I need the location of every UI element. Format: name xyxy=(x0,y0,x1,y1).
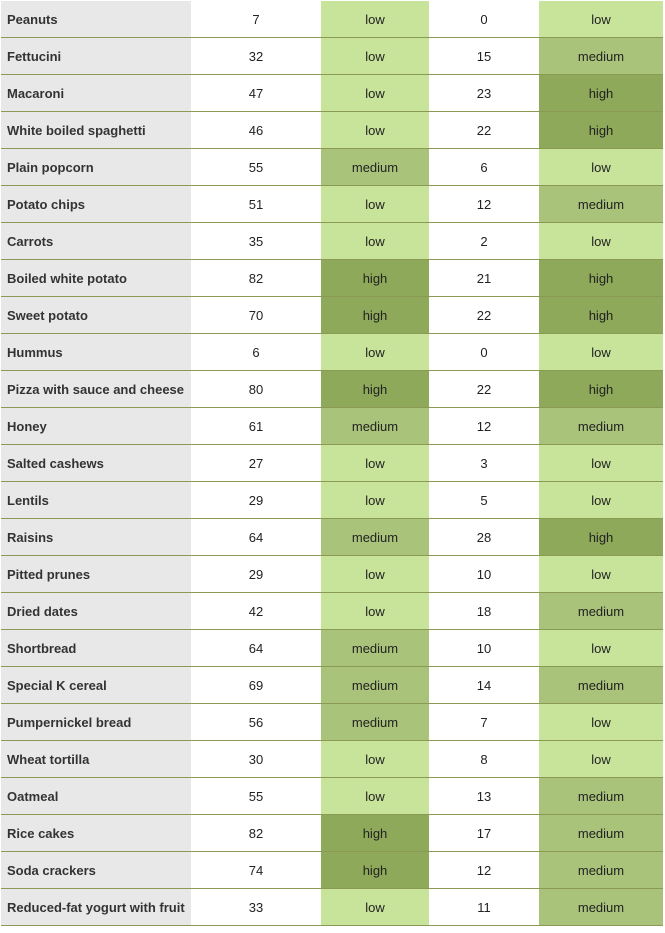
glycemic-index-cell: 27 xyxy=(191,445,321,482)
food-name-cell: Pizza with sauce and cheese xyxy=(1,371,191,408)
glycemic-index-cell: 7 xyxy=(191,1,321,38)
glycemic-load-level-cell: medium xyxy=(539,852,663,889)
glycemic-load-level-cell: low xyxy=(539,445,663,482)
glycemic-load-level-cell: low xyxy=(539,741,663,778)
glycemic-load-cell: 18 xyxy=(429,593,539,630)
food-name-cell: Rice cakes xyxy=(1,815,191,852)
glycemic-index-level-cell: high xyxy=(321,371,429,408)
glycemic-index-level-cell: low xyxy=(321,482,429,519)
table-row xyxy=(1,482,663,519)
glycemic-index-cell: 56 xyxy=(191,704,321,741)
food-name-cell: Honey xyxy=(1,408,191,445)
glycemic-index-cell: 70 xyxy=(191,297,321,334)
glycemic-index-cell: 6 xyxy=(191,334,321,371)
glycemic-index-level-cell: high xyxy=(321,852,429,889)
glycemic-index-cell: 82 xyxy=(191,260,321,297)
glycemic-index-cell: 80 xyxy=(191,371,321,408)
glycemic-index-cell: 29 xyxy=(191,556,321,593)
table-row xyxy=(1,112,663,149)
glycemic-index-cell: 82 xyxy=(191,815,321,852)
food-name-cell: Pumpernickel bread xyxy=(1,704,191,741)
glycemic-load-cell: 17 xyxy=(429,815,539,852)
glycemic-index-level-cell: medium xyxy=(321,519,429,556)
table-row xyxy=(1,889,663,926)
food-name-cell: White boiled spaghetti xyxy=(1,112,191,149)
table-row xyxy=(1,593,663,630)
glycemic-load-cell: 6 xyxy=(429,149,539,186)
food-name-cell: Plain popcorn xyxy=(1,149,191,186)
glycemic-load-cell: 0 xyxy=(429,1,539,38)
glycemic-load-cell: 22 xyxy=(429,112,539,149)
glycemic-index-level-cell: high xyxy=(321,297,429,334)
glycemic-load-level-cell: low xyxy=(539,149,663,186)
table-row xyxy=(1,1,663,38)
glycemic-load-cell: 7 xyxy=(429,704,539,741)
glycemic-index-level-cell: low xyxy=(321,112,429,149)
glycemic-load-level-cell: medium xyxy=(539,593,663,630)
table-row xyxy=(1,741,663,778)
food-name-cell: Peanuts xyxy=(1,1,191,38)
food-name-cell: Potato chips xyxy=(1,186,191,223)
glycemic-index-level-cell: medium xyxy=(321,630,429,667)
table-body xyxy=(1,1,663,926)
table-row xyxy=(1,852,663,889)
food-name-cell: Salted cashews xyxy=(1,445,191,482)
food-name-cell: Lentils xyxy=(1,482,191,519)
food-name-cell: Macaroni xyxy=(1,75,191,112)
table-row xyxy=(1,815,663,852)
glycemic-load-cell: 11 xyxy=(429,889,539,926)
glycemic-load-level-cell: medium xyxy=(539,38,663,75)
glycemic-load-cell: 5 xyxy=(429,482,539,519)
glycemic-load-cell: 22 xyxy=(429,371,539,408)
glycemic-index-level-cell: medium xyxy=(321,704,429,741)
glycemic-index-cell: 74 xyxy=(191,852,321,889)
glycemic-index-level-cell: low xyxy=(321,334,429,371)
glycemic-load-cell: 28 xyxy=(429,519,539,556)
glycemic-index-cell: 29 xyxy=(191,482,321,519)
table-row xyxy=(1,704,663,741)
glycemic-index-level-cell: low xyxy=(321,1,429,38)
table-row xyxy=(1,445,663,482)
glycemic-load-cell: 12 xyxy=(429,852,539,889)
table-row xyxy=(1,38,663,75)
glycemic-load-cell: 13 xyxy=(429,778,539,815)
glycemic-index-level-cell: high xyxy=(321,815,429,852)
glycemic-load-level-cell: low xyxy=(539,630,663,667)
food-name-cell: Fettucini xyxy=(1,38,191,75)
glycemic-index-cell: 64 xyxy=(191,630,321,667)
glycemic-index-cell: 69 xyxy=(191,667,321,704)
table-row xyxy=(1,297,663,334)
glycemic-index-level-cell: low xyxy=(321,741,429,778)
food-name-cell: Sweet potato xyxy=(1,297,191,334)
table-row xyxy=(1,667,663,704)
glycemic-load-level-cell: medium xyxy=(539,815,663,852)
glycemic-load-level-cell: medium xyxy=(539,408,663,445)
food-name-cell: Wheat tortilla xyxy=(1,741,191,778)
food-name-cell: Pitted prunes xyxy=(1,556,191,593)
table-row xyxy=(1,556,663,593)
glycemic-index-cell: 47 xyxy=(191,75,321,112)
glycemic-load-cell: 22 xyxy=(429,297,539,334)
food-name-cell: Carrots xyxy=(1,223,191,260)
table-row xyxy=(1,149,663,186)
glycemic-index-level-cell: high xyxy=(321,260,429,297)
table-row xyxy=(1,408,663,445)
glycemic-index-level-cell: medium xyxy=(321,667,429,704)
glycemic-index-level-cell: low xyxy=(321,38,429,75)
glycemic-index-cell: 42 xyxy=(191,593,321,630)
glycemic-load-level-cell: medium xyxy=(539,186,663,223)
table-row xyxy=(1,223,663,260)
glycemic-index-level-cell: low xyxy=(321,445,429,482)
glycemic-load-level-cell: medium xyxy=(539,667,663,704)
glycemic-index-level-cell: low xyxy=(321,223,429,260)
glycemic-load-cell: 8 xyxy=(429,741,539,778)
glycemic-index-level-cell: low xyxy=(321,75,429,112)
glycemic-load-level-cell: high xyxy=(539,75,663,112)
glycemic-load-cell: 3 xyxy=(429,445,539,482)
glycemic-load-cell: 12 xyxy=(429,186,539,223)
glycemic-load-level-cell: low xyxy=(539,556,663,593)
food-name-cell: Hummus xyxy=(1,334,191,371)
glycemic-index-cell: 51 xyxy=(191,186,321,223)
glycemic-index-cell: 61 xyxy=(191,408,321,445)
food-name-cell: Dried dates xyxy=(1,593,191,630)
glycemic-index-level-cell: low xyxy=(321,556,429,593)
food-name-cell: Special K cereal xyxy=(1,667,191,704)
glycemic-index-cell: 35 xyxy=(191,223,321,260)
glycemic-load-level-cell: low xyxy=(539,334,663,371)
table-row xyxy=(1,630,663,667)
glycemic-index-cell: 46 xyxy=(191,112,321,149)
food-name-cell: Shortbread xyxy=(1,630,191,667)
glycemic-index-cell: 33 xyxy=(191,889,321,926)
glycemic-load-cell: 0 xyxy=(429,334,539,371)
food-name-cell: Raisins xyxy=(1,519,191,556)
glycemic-load-level-cell: high xyxy=(539,260,663,297)
glycemic-index-level-cell: low xyxy=(321,186,429,223)
glycemic-load-level-cell: medium xyxy=(539,889,663,926)
glycemic-index-level-cell: medium xyxy=(321,408,429,445)
glycemic-load-level-cell: high xyxy=(539,371,663,408)
glycemic-index-cell: 55 xyxy=(191,149,321,186)
glycemic-load-level-cell: high xyxy=(539,519,663,556)
table-row xyxy=(1,260,663,297)
glycemic-load-level-cell: low xyxy=(539,223,663,260)
glycemic-load-cell: 2 xyxy=(429,223,539,260)
glycemic-index-level-cell: low xyxy=(321,778,429,815)
glycemic-load-cell: 10 xyxy=(429,630,539,667)
glycemic-index-cell: 55 xyxy=(191,778,321,815)
table-row xyxy=(1,778,663,815)
table-row xyxy=(1,75,663,112)
glycemic-load-cell: 10 xyxy=(429,556,539,593)
table-row xyxy=(1,519,663,556)
glycemic-load-level-cell: medium xyxy=(539,778,663,815)
food-name-cell: Oatmeal xyxy=(1,778,191,815)
glycemic-index-cell: 32 xyxy=(191,38,321,75)
glycemic-index-level-cell: low xyxy=(321,593,429,630)
food-name-cell: Boiled white potato xyxy=(1,260,191,297)
table-row xyxy=(1,186,663,223)
food-name-cell: Reduced-fat yogurt with fruit xyxy=(1,889,191,926)
table-row xyxy=(1,371,663,408)
glycemic-load-cell: 12 xyxy=(429,408,539,445)
glycemic-load-cell: 23 xyxy=(429,75,539,112)
table-row xyxy=(1,334,663,371)
glycemic-load-level-cell: high xyxy=(539,297,663,334)
glycemic-index-cell: 64 xyxy=(191,519,321,556)
glycemic-load-level-cell: high xyxy=(539,112,663,149)
glycemic-load-level-cell: low xyxy=(539,482,663,519)
glycemic-load-level-cell: low xyxy=(539,1,663,38)
glycemic-load-cell: 14 xyxy=(429,667,539,704)
glycemic-load-cell: 15 xyxy=(429,38,539,75)
glycemic-index-level-cell: medium xyxy=(321,149,429,186)
glycemic-index-level-cell: low xyxy=(321,889,429,926)
food-name-cell: Soda crackers xyxy=(1,852,191,889)
glycemic-table xyxy=(1,1,663,926)
glycemic-index-cell: 30 xyxy=(191,741,321,778)
glycemic-load-cell: 21 xyxy=(429,260,539,297)
glycemic-load-level-cell: low xyxy=(539,704,663,741)
